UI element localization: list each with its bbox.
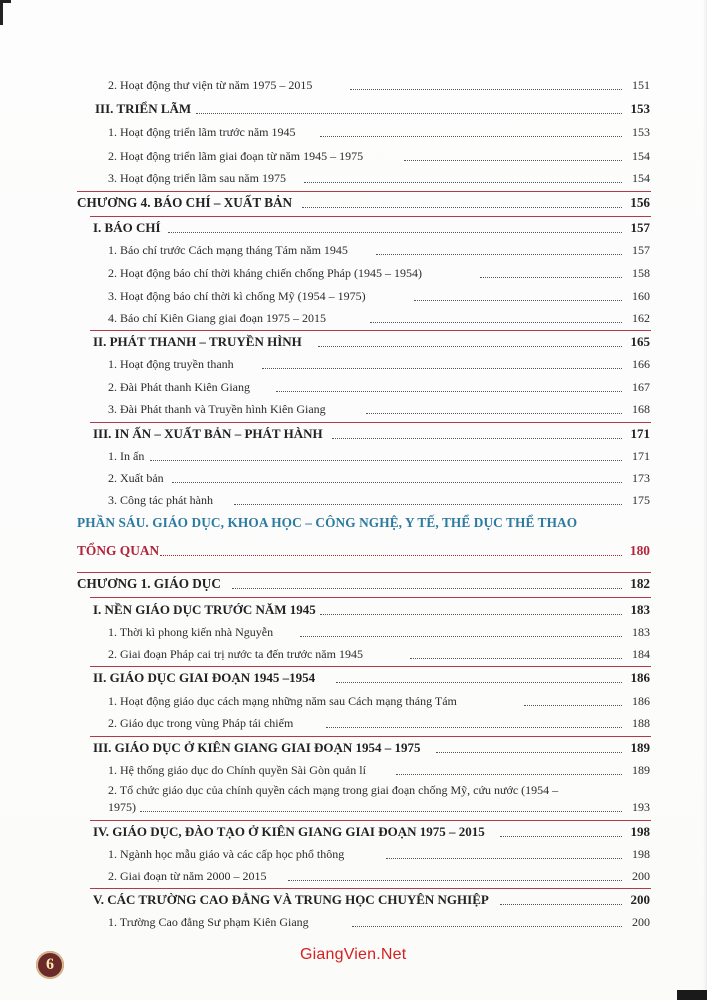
toc-entry-title: 3. Hoạt động triển lãm sau năm 1975: [108, 171, 286, 185]
toc-page-number: 166: [632, 357, 650, 371]
toc-leader-dots: [350, 69, 622, 90]
toc-overview[interactable]: [0, 541, 707, 561]
toc-page-number: 198: [632, 847, 650, 861]
toc-leader-dots: [172, 462, 622, 483]
toc-page-number: 151: [632, 78, 650, 92]
toc-entry[interactable]: [0, 713, 707, 733]
toc-entry-title: 1. Hoạt động triển lãm trước năm 1945: [108, 125, 296, 139]
toc-page-number: 153: [632, 125, 650, 139]
toc-page-number: 168: [632, 402, 650, 416]
watermark-text: GiangVien.Net: [300, 946, 407, 963]
toc-leader-dots: [150, 440, 622, 461]
toc-page-number: 157: [630, 220, 650, 235]
toc-entry-title: II. PHÁT THANH – TRUYỀN HÌNH: [93, 334, 302, 349]
toc-entry-title: III. GIÁO DỤC Ở KIÊN GIANG GIAI ĐOẠN 1954 – 1975: [93, 740, 421, 755]
toc-entry-title: III. TRIỂN LÃM: [95, 101, 192, 116]
toc-page-number: 182: [630, 576, 650, 591]
toc-page-number: 153: [630, 101, 650, 116]
toc-entry[interactable]: [0, 75, 707, 95]
toc-leader-dots: [500, 816, 622, 837]
toc-page-number: 167: [632, 380, 650, 394]
toc-entry-title: 1. Trường Cao đẳng Sư phạm Kiên Giang: [108, 915, 309, 929]
toc-page-number: 188: [632, 716, 650, 730]
toc-leader-dots: [436, 732, 622, 753]
toc-leader-dots: [524, 685, 622, 706]
toc-leader-dots: [288, 860, 622, 881]
toc-entry-title: II. GIÁO DỤC GIAI ĐOẠN 1945 –1954: [93, 670, 316, 685]
toc-page-number: 157: [632, 243, 650, 257]
toc-leader-dots: [300, 616, 622, 637]
toc-entry-title: 4. Báo chí Kiên Giang giai đoạn 1975 – 2015: [108, 311, 326, 325]
toc-entry-title-continued: 1975): [108, 800, 136, 814]
toc-entry-continued[interactable]: [0, 797, 707, 817]
toc-entry-title: 1. Hoạt động truyền thanh: [108, 357, 234, 371]
toc-leader-dots: [396, 754, 622, 775]
toc-entry-title: 2. Giáo dục trong vùng Pháp tái chiếm: [108, 716, 294, 730]
toc-leader-dots: [500, 884, 622, 905]
toc-leader-dots: [318, 326, 622, 347]
toc-entry-title: TỔNG QUAN: [77, 543, 160, 558]
toc-leader-dots: [404, 140, 622, 161]
toc-leader-dots: [304, 162, 622, 183]
toc-leader-dots: [386, 838, 622, 859]
toc-entry-title: 3. Đài Phát thanh và Truyền hình Kiên Giang: [108, 402, 326, 416]
toc-page-number: 180: [629, 543, 650, 558]
toc-page-number: 189: [632, 763, 650, 777]
toc-leader-dots: [370, 302, 622, 323]
toc-page-number: 189: [630, 740, 650, 755]
toc-entry-title: 1. In ấn: [108, 449, 145, 463]
toc-page-number: 165: [630, 334, 650, 349]
toc-entry-title: 3. Hoạt động báo chí thời kì chống Mỹ (1954 – 1975): [108, 289, 366, 303]
page-bottom-edge: [677, 990, 707, 1000]
crop-mark: [0, 0, 11, 25]
toc-entry[interactable]: [0, 760, 707, 780]
toc-entry-title: 2. Hoạt động triển lãm giai đoạn từ năm 1945 – 1975: [108, 149, 364, 163]
toc-entry[interactable]: [0, 866, 707, 886]
toc-leader-dots: [326, 707, 622, 728]
toc-leader-dots: [336, 662, 622, 683]
toc-entry-title: 2. Hoạt động thư viện từ năm 1975 – 2015: [108, 78, 313, 92]
toc-entry[interactable]: [0, 912, 707, 932]
toc-page-number: 183: [632, 625, 650, 639]
toc-entry-title: CHƯƠNG 1. GIÁO DỤC: [77, 576, 221, 591]
toc-page-number: 186: [630, 670, 650, 685]
toc-entry-title: CHƯƠNG 4. BÁO CHÍ – XUẤT BẢN: [77, 195, 293, 210]
toc-leader-dots: [160, 535, 622, 556]
toc-entry-title: 1. Hệ thống giáo dục do Chính quyền Sài Gòn quản lí: [108, 763, 366, 777]
toc-entry-title: 2. Hoạt động báo chí thời kháng chiến chống Pháp (1945 – 1954): [108, 266, 422, 280]
toc-page-number: 156: [630, 195, 650, 210]
toc-chapter[interactable]: [0, 574, 707, 594]
toc-page-number: 158: [632, 266, 650, 280]
toc-page-number: 184: [632, 647, 650, 661]
toc-page-number: 200: [632, 915, 650, 929]
toc-entry[interactable]: [0, 490, 707, 510]
toc-leader-dots: [320, 116, 622, 137]
toc-entry-title: I. NỀN GIÁO DỤC TRƯỚC NĂM 1945: [93, 602, 316, 617]
toc-entry-title: V. CÁC TRƯỜNG CAO ĐẲNG VÀ TRUNG HỌC CHUYÊN NGHIỆP: [93, 892, 489, 907]
toc-page-number: 200: [630, 892, 650, 907]
toc-leader-dots: [480, 257, 622, 278]
toc-entry-title[interactable]: 2. Tổ chức giáo dục của chính quyền cách mạng trong giai đoạn chống Mỹ, cứu nước (1954 –: [108, 783, 559, 797]
toc-entry-title: 2. Giai đoạn Pháp cai trị nước ta đến trước năm 1945: [108, 647, 363, 661]
toc-page-number: 193: [632, 800, 650, 814]
toc-leader-dots: [232, 568, 622, 589]
toc-entry-title: 1. Thời kì phong kiến nhà Nguyễn: [108, 625, 274, 639]
toc-page-number: 162: [632, 311, 650, 325]
toc-leader-dots: [332, 418, 622, 439]
toc-page-number: 171: [630, 426, 650, 441]
toc-chapter[interactable]: [0, 193, 707, 213]
toc-entry[interactable]: [0, 168, 707, 188]
toc-page-number: 154: [632, 171, 650, 185]
toc-page-number: 171: [632, 449, 650, 463]
toc-entry-title: 2. Giai đoạn từ năm 2000 – 2015: [108, 869, 267, 883]
toc-entry[interactable]: [0, 308, 707, 328]
toc-leader-dots: [234, 484, 622, 505]
page-number-badge: 6: [36, 951, 64, 979]
toc-entry-title: IV. GIÁO DỤC, ĐÀO TẠO Ở KIÊN GIANG GIAI ĐOẠN 1975 – 2015: [93, 824, 485, 839]
toc-page-number: 175: [632, 493, 650, 507]
toc-entry-title: 2. Xuất bản: [108, 471, 164, 485]
toc-entry-title: 1. Báo chí trước Cách mạng tháng Tám năm 1945: [108, 243, 348, 257]
toc-leader-dots: [168, 212, 622, 233]
toc-entry[interactable]: [0, 644, 707, 664]
toc-page-number: 198: [630, 824, 650, 839]
toc-entry[interactable]: [0, 122, 707, 142]
toc-page-number: 200: [632, 869, 650, 883]
toc-entry[interactable]: [0, 399, 707, 419]
toc-page-number: 154: [632, 149, 650, 163]
toc-leader-dots: [262, 348, 622, 369]
toc-page-number: 183: [630, 602, 650, 617]
toc-leader-dots: [414, 280, 622, 301]
toc-page-number: 160: [632, 289, 650, 303]
toc-leader-dots: [302, 187, 622, 208]
toc-page-number: 186: [632, 694, 650, 708]
toc-entry-title: 2. Đài Phát thanh Kiên Giang: [108, 380, 250, 394]
toc-leader-dots: [376, 234, 622, 255]
toc-entry-title: 3. Công tác phát hành: [108, 493, 213, 507]
toc-leader-dots: [196, 93, 622, 114]
toc-leader-dots: [352, 906, 622, 927]
toc-leader-dots: [366, 393, 622, 414]
toc-entry-title: I. BÁO CHÍ: [93, 220, 161, 235]
toc-entry-title: III. IN ẤN – XUẤT BẢN – PHÁT HÀNH: [93, 426, 323, 441]
part-heading[interactable]: PHẦN SÁU. GIÁO DỤC, KHOA HỌC – CÔNG NGHỆ, Y TẾ, THỂ DỤC THỂ THAO: [77, 515, 578, 530]
toc-leader-dots: [410, 638, 622, 659]
toc-page-number: 173: [632, 471, 650, 485]
toc-leader-dots: [276, 371, 622, 392]
toc-leader-dots: [140, 791, 622, 812]
toc-leader-dots: [320, 594, 622, 615]
toc-entry-title: 1. Hoạt động giáo dục cách mạng những năm sau Cách mạng tháng Tám: [108, 694, 457, 708]
toc-entry-title: 1. Ngành học mẫu giáo và các cấp học phổ thông: [108, 847, 345, 861]
